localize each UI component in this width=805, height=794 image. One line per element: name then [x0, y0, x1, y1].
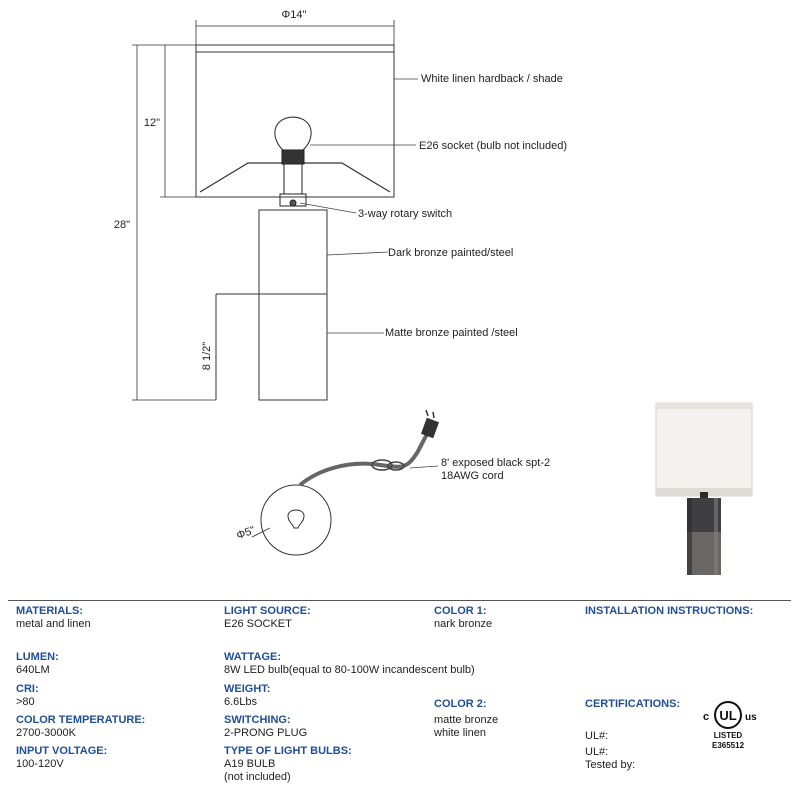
callout-switch: 3-way rotary switch — [358, 208, 453, 220]
spec-label: TYPE OF LIGHT BULBS: — [224, 745, 352, 757]
spec-wattage — [224, 651, 475, 677]
ul-text: UL — [719, 708, 737, 723]
dim-shade-diameter: Φ14" — [281, 9, 307, 21]
dim-base-diameter: Φ5" — [235, 524, 257, 543]
callout-shade: White linen hardback / shade — [421, 73, 563, 85]
spec-value: white linen — [434, 727, 486, 739]
ul-listed-mark-icon — [690, 700, 770, 752]
spec-value: 2700-3000K — [16, 727, 76, 739]
dim-overall-height: 28" — [113, 219, 131, 231]
spec-installation — [585, 605, 753, 618]
dim-lower-height: 8 1/2" — [201, 341, 213, 371]
callout-socket: E26 socket (bulb not included) — [419, 140, 567, 152]
spec-label: CERTIFICATIONS: — [585, 698, 681, 710]
spec-input-voltage — [16, 745, 107, 771]
spec-value: E26 SOCKET — [224, 618, 292, 630]
spec-value: 8W LED bulb(equal to 80-100W incandescent bulb) — [224, 664, 475, 676]
spec-label: SWITCHING: — [224, 714, 291, 726]
spec-switching — [224, 714, 307, 740]
spec-value: A19 BULB — [224, 758, 276, 770]
spec-label: WATTAGE: — [224, 651, 282, 663]
ul-us: us — [745, 712, 757, 723]
spec-ul-lines — [585, 730, 635, 772]
callout-lower-body: Matte bronze painted /steel — [385, 327, 518, 339]
base-and-cord-drawing — [252, 410, 438, 555]
spec-lumen — [16, 651, 59, 677]
spec-value: 2-PRONG PLUG — [224, 727, 308, 739]
lamp-body-drawing — [216, 210, 327, 400]
spec-certifications — [585, 698, 680, 711]
spec-label: MATERIALS: — [16, 605, 84, 617]
spec-value: matte bronze — [434, 714, 499, 726]
product-photo — [656, 403, 752, 575]
bulb-drawing — [275, 117, 311, 206]
spec-label: COLOR 1: — [434, 605, 487, 617]
spec-value: >80 — [16, 696, 35, 708]
callout-leaders — [300, 79, 438, 468]
callout-upper-body: Dark bronze painted/steel — [388, 247, 514, 259]
dim-shade-height: 12" — [143, 117, 161, 129]
spec-divider — [8, 600, 791, 601]
spec-color-temperature — [16, 714, 145, 740]
spec-value: (not included) — [224, 771, 291, 783]
spec-color1 — [434, 605, 492, 631]
spec-label: INPUT VOLTAGE: — [16, 745, 108, 757]
spec-label: WEIGHT: — [224, 683, 271, 695]
spec-value: 640LM — [16, 664, 50, 676]
tested-by: Tested by: — [585, 759, 636, 771]
spec-light-source — [224, 605, 311, 631]
ul-number-1: UL#: — [585, 730, 609, 742]
spec-label: COLOR TEMPERATURE: — [16, 714, 146, 726]
spec-value: nark bronze — [434, 618, 493, 630]
spec-label: COLOR 2: — [434, 698, 487, 710]
spec-color2 — [434, 698, 498, 740]
callout-cord-line2: 18AWG cord — [441, 470, 504, 482]
ul-number-2: UL#: — [585, 746, 609, 758]
spec-value: 6.6Lbs — [224, 696, 258, 708]
spec-cri — [16, 683, 39, 709]
spec-value: metal and linen — [16, 618, 91, 630]
spec-label: CRI: — [16, 683, 39, 695]
spec-materials — [16, 605, 91, 631]
spec-label: LIGHT SOURCE: — [224, 605, 311, 617]
ul-listed: LISTED — [713, 731, 743, 740]
callout-cord-line1: 8' exposed black spt-2 — [441, 457, 551, 469]
ul-c: c — [703, 711, 710, 723]
spec-bulb-type — [224, 745, 352, 784]
spec-weight — [224, 683, 270, 709]
ul-file-number: E365512 — [711, 741, 745, 750]
spec-label: INSTALLATION INSTRUCTIONS: — [585, 605, 754, 617]
spec-value: 100-120V — [16, 758, 64, 770]
spec-label: LUMEN: — [16, 651, 59, 663]
